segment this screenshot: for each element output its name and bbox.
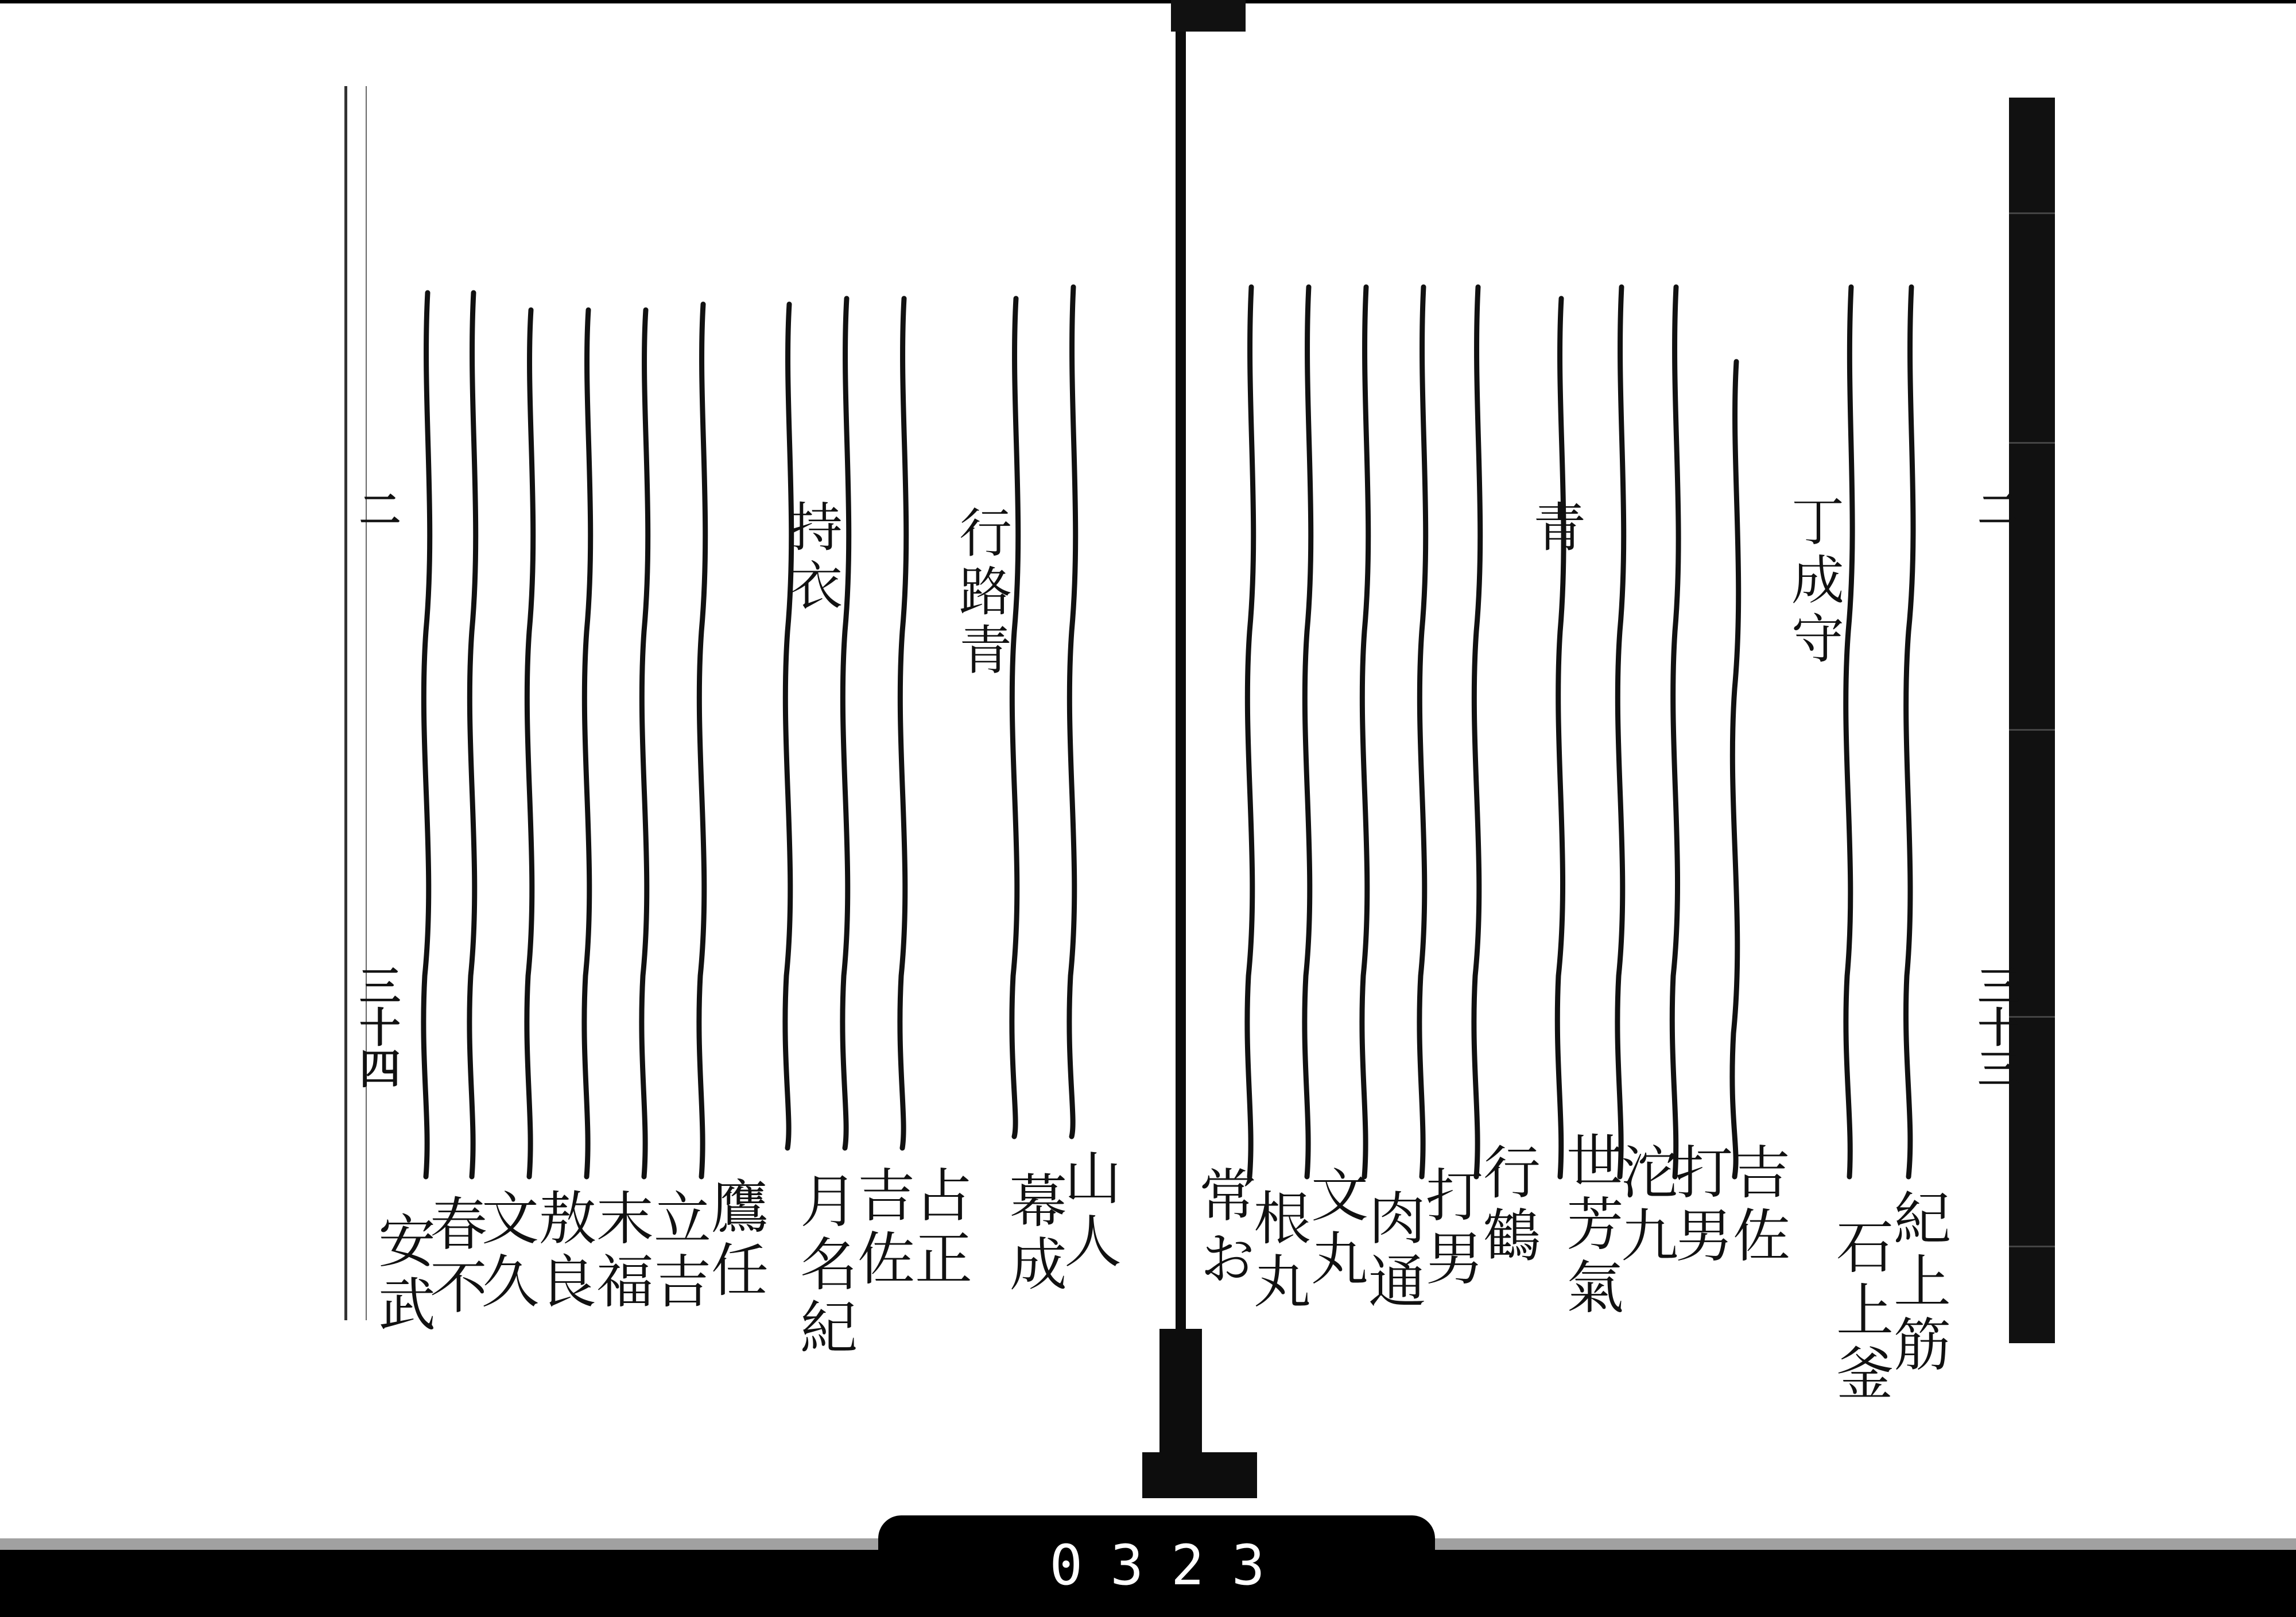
right-author-9: 肉通: [1359, 1188, 1426, 1314]
left-page-edge: [344, 86, 367, 1320]
right-heading-2: 青: [1525, 499, 1586, 558]
right-author-11: 根丸: [1244, 1188, 1311, 1314]
right-author-3: 吉佐: [1723, 1142, 1790, 1269]
left-heading-2: 持衣: [781, 499, 843, 616]
frame-counter: 0323: [1049, 1533, 1293, 1597]
left-author-8: 末福: [587, 1188, 654, 1314]
left-author-9: 敖良: [529, 1188, 596, 1314]
right-author-5: 沱九: [1611, 1142, 1678, 1269]
right-page-edge: [2009, 98, 2055, 1343]
left-author-6: 鷹任: [701, 1177, 769, 1303]
spine-clip: [1159, 1329, 1202, 1461]
left-author-10: 文久: [472, 1188, 539, 1314]
right-author-2: 石上釜: [1826, 1217, 1894, 1406]
left-author-3: 占正: [905, 1165, 972, 1292]
left-author-11: 春不: [420, 1194, 487, 1320]
folio-right-bottom: 三十三: [1971, 964, 2020, 1088]
right-author-7: 行鶴: [1473, 1142, 1541, 1269]
book-spine: [1176, 32, 1186, 1329]
left-author-5: 月名紀: [790, 1171, 858, 1360]
gutter-clip-top: [1171, 0, 1246, 32]
gutter-base: [1142, 1452, 1257, 1498]
folio-right-top: 二: [1971, 488, 2020, 529]
right-author-6: 世芳氣: [1557, 1131, 1624, 1320]
left-author-12: 安武: [369, 1211, 436, 1337]
scan-top-border: [0, 0, 2296, 3]
folio-left-top: 二: [352, 488, 401, 529]
left-author-4: 吉佐: [848, 1165, 915, 1292]
folio-left-bottom: 三十四: [352, 964, 401, 1088]
right-author-1: 紀上筋: [1884, 1188, 1951, 1378]
left-author-2: 幕成: [1000, 1171, 1067, 1297]
right-heading-1: 丁成守: [1783, 494, 1844, 669]
left-heading-1: 行路青: [951, 505, 1012, 681]
right-author-12: 常お: [1189, 1165, 1256, 1292]
right-author-8: 打男: [1416, 1165, 1483, 1292]
left-author-1: 山人: [1054, 1148, 1122, 1274]
right-author-10: 文丸: [1301, 1165, 1368, 1292]
right-author-4: 打男: [1666, 1142, 1733, 1269]
left-author-7: 立吉: [644, 1188, 711, 1314]
